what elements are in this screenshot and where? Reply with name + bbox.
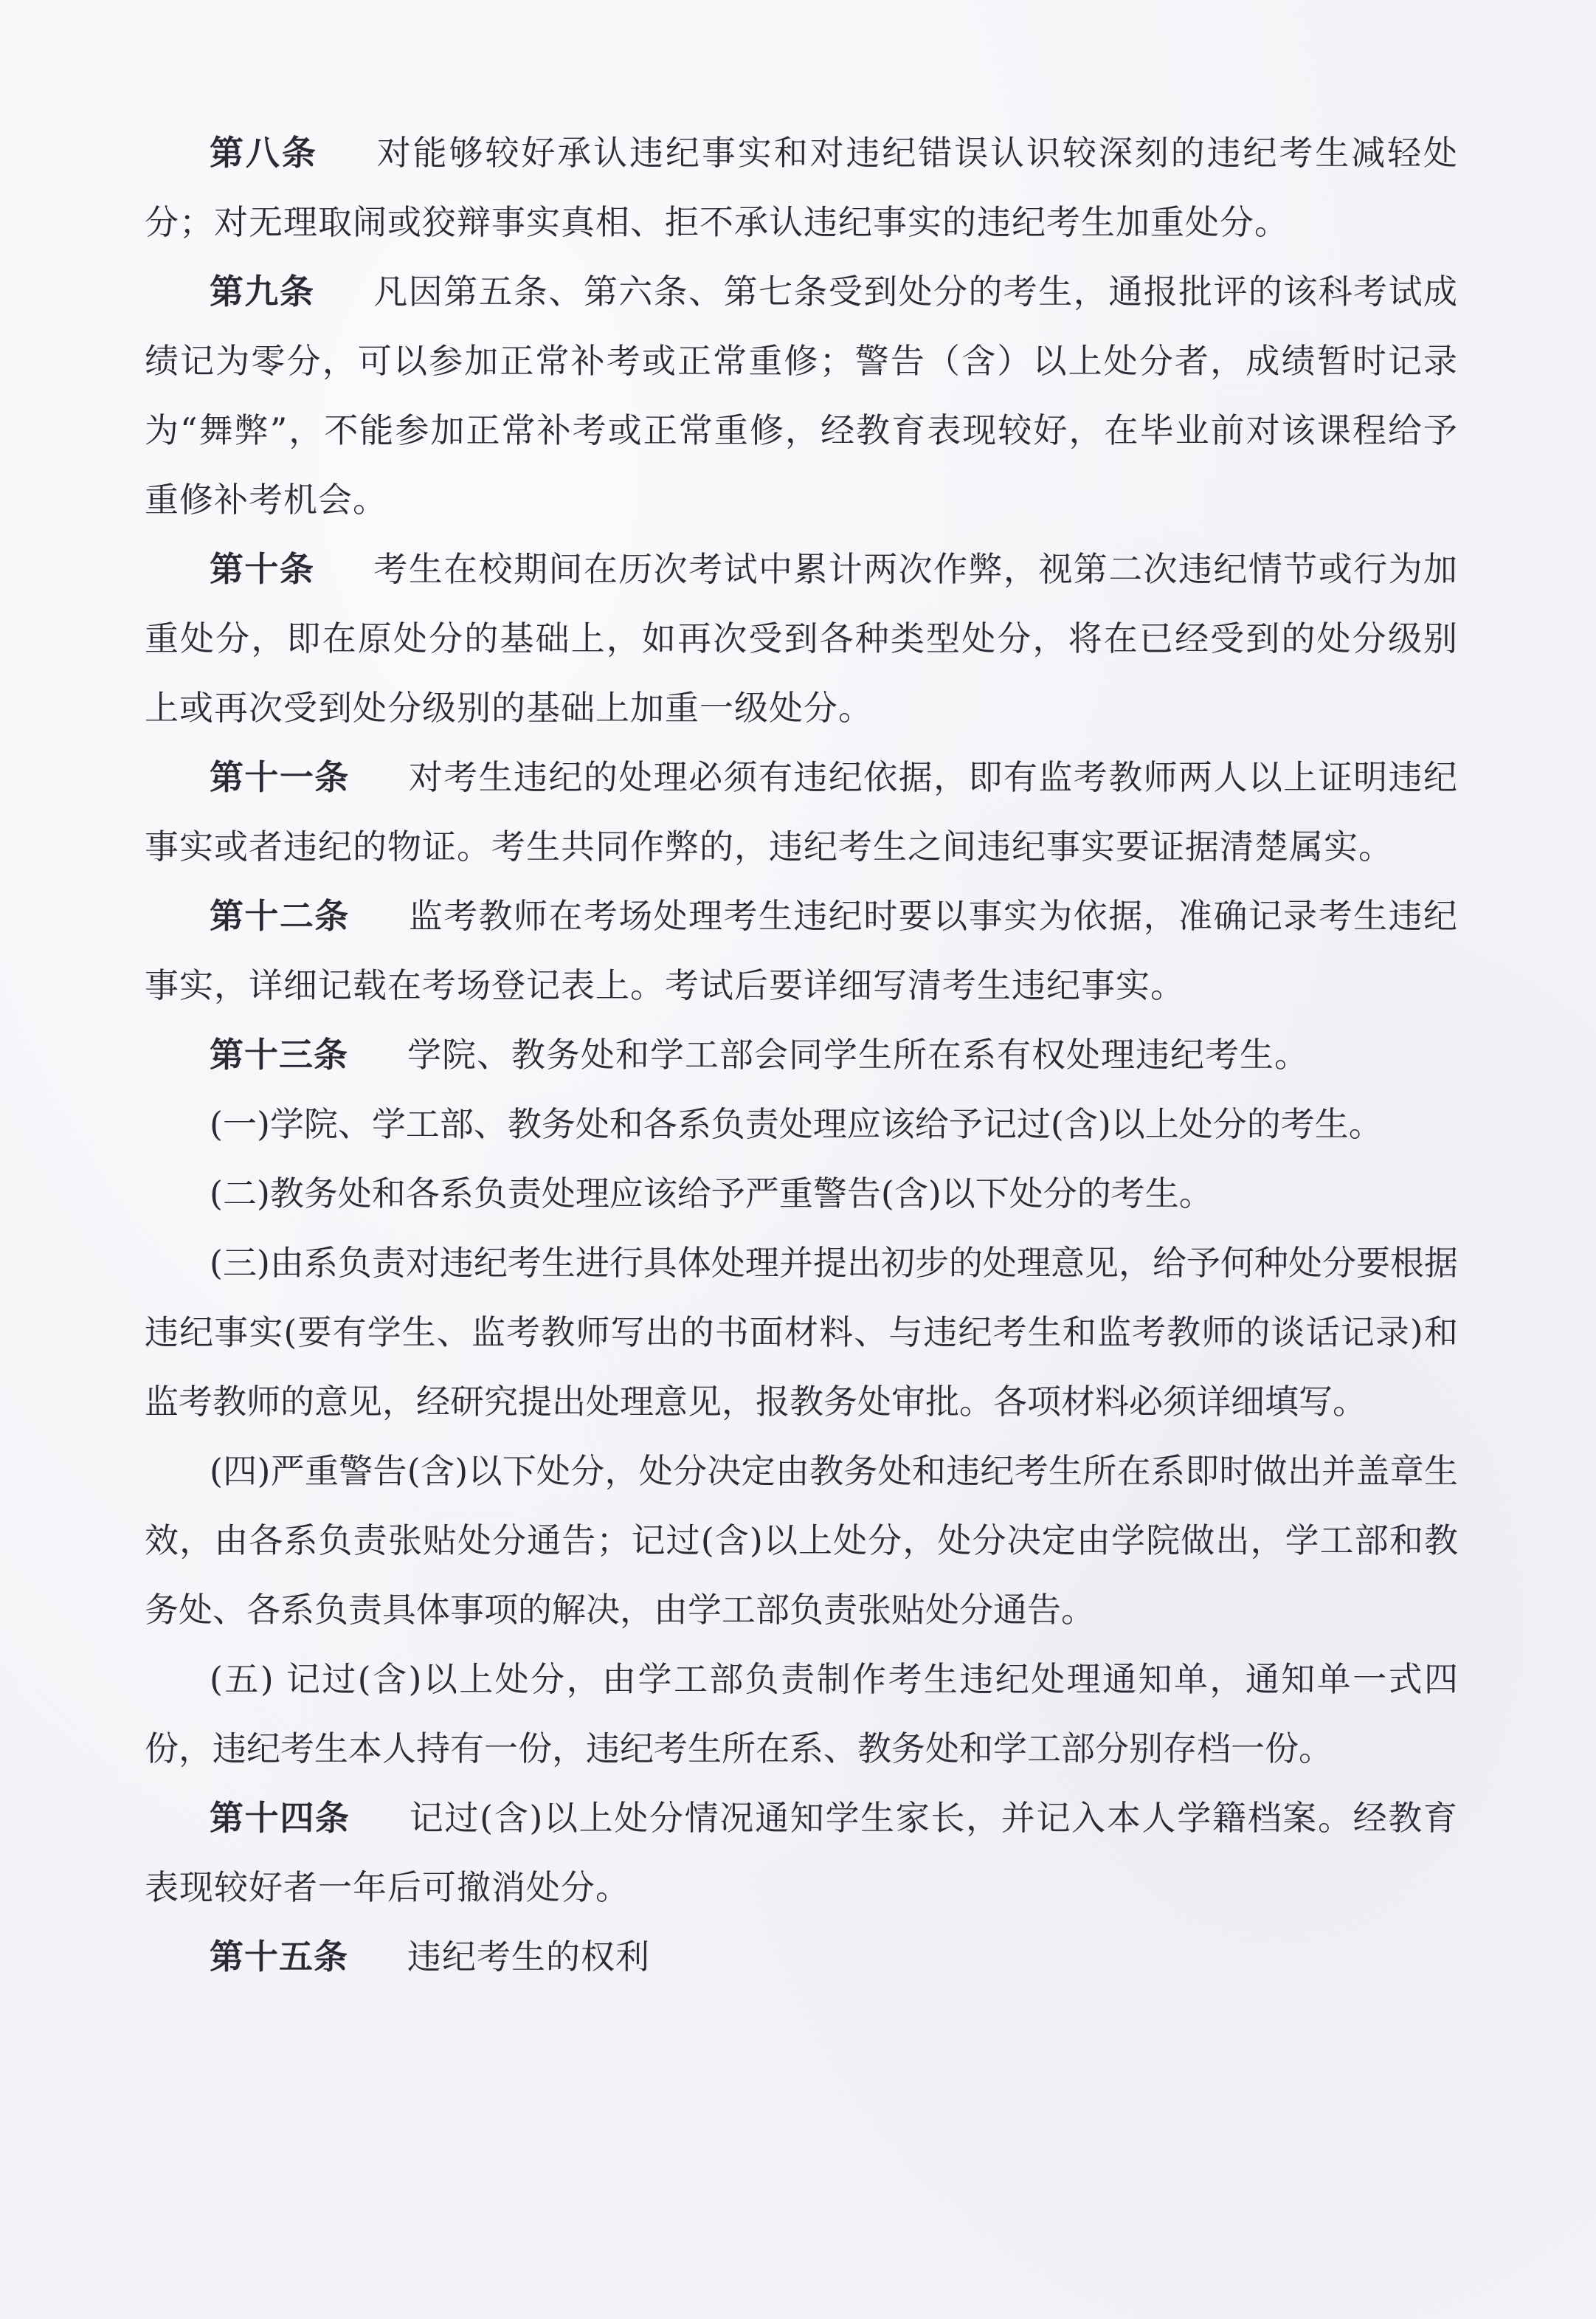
article-text: 对能够较好承认违纪事实和对违纪错误认识较深刻的违纪考生减轻处分；对无理取闹或狡辩事实真相、拒不承认违纪事实的违纪考生加重处分。	[145, 133, 1458, 242]
article-text: 违纪考生的权利	[407, 1937, 650, 1977]
sub-item-2: (二)教务处和各系负责处理应该给予严重警告(含)以下处分的考生。	[210, 1174, 1213, 1213]
sub-item-4: (四)严重警告(含)以下处分，处分决定由教务处和违纪考生所在系即时做出并盖章生效，由各系负责张贴处分通告；记过(含)以上处分，处分决定由学院做出，学工部和教务处、各系负责具体事项的解决，由学工部负责张贴处分通告。	[145, 1451, 1458, 1630]
article-text: 学院、教务处和学工部会同学生所在系有权处理违纪考生。	[407, 1035, 1309, 1075]
article-heading: 第十三条	[210, 1035, 348, 1075]
article-13	[145, 1020, 1458, 1089]
sub-item-1: (一)学院、学工部、教务处和各系负责处理应该给予记过(含)以上处分的考生。	[210, 1104, 1383, 1144]
article-text: 记过(含)以上处分情况通知学生家长，并记入本人学籍档案。经教育表现较好者一年后可撤消处分。	[145, 1798, 1458, 1907]
article-12	[145, 881, 1458, 1020]
document-body	[145, 118, 1458, 1991]
article-heading: 第十四条	[210, 1798, 350, 1838]
article-text: 对考生违纪的处理必须有违纪依据，即有监考教师两人以上证明违纪事实或者违纪的物证。考生共同作弊的，违纪考生之间违纪事实要证据清楚属实。	[145, 757, 1459, 866]
article-14	[145, 1783, 1458, 1922]
article-text: 凡因第五条、第六条、第七条受到处分的考生，通报批评的该科考试成绩记为零分，可以参加正常补考或正常重修；警告（含）以上处分者，成绩暂时记录为“舞弊”，不能参加正常补考或正常重修，经教育表现较好，在毕业前对该课程给予重修补考机会。	[145, 272, 1459, 520]
article-heading: 第十二条	[210, 896, 350, 936]
article-15	[145, 1922, 1458, 1991]
article-heading: 第十条	[210, 549, 315, 589]
article-heading: 第十五条	[210, 1937, 348, 1977]
article-heading: 第九条	[210, 272, 315, 311]
article-11	[145, 742, 1458, 881]
article-text: 考生在校期间在历次考试中累计两次作弊，视第二次违纪情节或行为加重处分，即在原处分的基础上，如再次受到各种类型处分，将在已经受到的处分级别上或再次受到处分级别的基础上加重一级处分。	[145, 549, 1459, 728]
sub-item-3: (三)由系负责对违纪考生进行具体处理并提出初步的处理意见，给予何种处分要根据违纪事实(要有学生、监考教师写出的书面材料、与违纪考生和监考教师的谈话记录)和监考教师的意见，经研究提出处理意见，报教务处审批。各项材料必须详细填写。	[145, 1243, 1458, 1422]
article-8	[145, 118, 1458, 257]
sub-item-5: (五) 记过(含)以上处分，由学工部负责制作考生违纪处理通知单，通知单一式四份，违纪考生本人持有一份，违纪考生所在系、教务处和学工部分别存档一份。	[145, 1659, 1458, 1768]
article-9	[145, 257, 1458, 534]
article-text: 监考教师在考场处理考生违纪时要以事实为依据，准确记录考生违纪事实，详细记载在考场登记表上。考试后要详细写清考生违纪事实。	[145, 896, 1459, 1005]
article-heading: 第十一条	[210, 757, 350, 797]
article-10	[145, 534, 1458, 742]
article-heading: 第八条	[210, 133, 318, 173]
